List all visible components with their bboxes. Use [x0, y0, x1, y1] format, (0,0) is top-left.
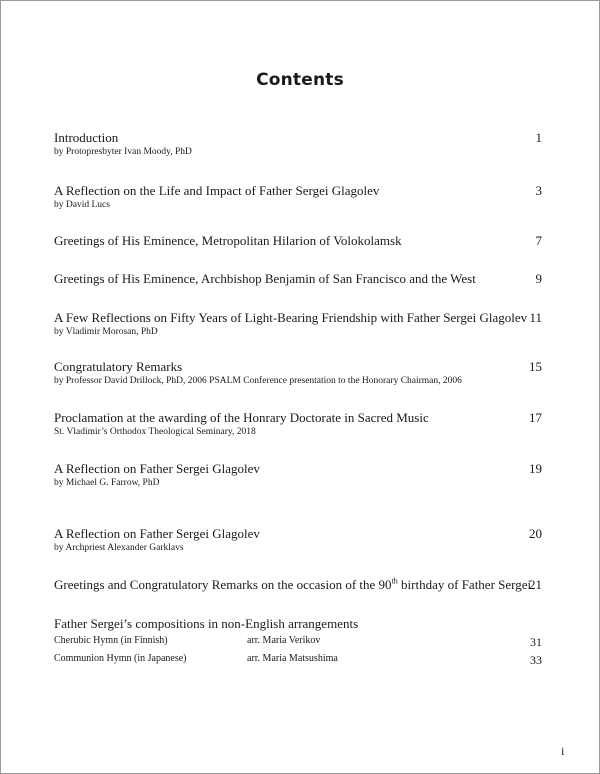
toc-entry — [54, 410, 542, 438]
toc-entry — [54, 526, 542, 554]
entry-page: 1 — [535, 130, 542, 145]
entry-page: 7 — [535, 233, 542, 248]
entry-author: by Professor David Drillock, PhD, 2006 PSALM Conference presentation to the Honorary Chairman, 2006 — [54, 376, 462, 386]
page-title: Contents — [256, 70, 344, 90]
toc-entry — [54, 310, 542, 338]
entry-title: A Reflection on the Life and Impact of Father Sergei Glagolev — [54, 183, 380, 198]
entry-title: Greetings of His Eminence, Metropolitan Hilarion of Volokolamsk — [54, 233, 402, 248]
entry-title: Introduction — [54, 130, 119, 145]
entry-author: by Vladimir Morosan, PhD — [54, 327, 158, 337]
entry-page: 15 — [529, 359, 542, 374]
entry-title: Proclamation at the awarding of the Honrary Doctorate in Sacred Music — [54, 410, 429, 425]
entry-title-part: Greetings and Congratulatory Remarks on the occasion of the 90 — [54, 577, 392, 592]
toc-entry — [54, 183, 542, 211]
entry-page: 21 — [529, 577, 542, 592]
entry-page: 19 — [529, 461, 542, 476]
entry-page: 17 — [529, 410, 542, 425]
entry-title: Congratulatory Remarks — [54, 359, 183, 374]
toc-entry — [54, 271, 542, 287]
entry-page: 3 — [535, 183, 542, 198]
entry-author: by Protopresbyter Ivan Moody, PhD — [54, 147, 192, 157]
entry-title: A Reflection on Father Sergei Glagolev — [54, 461, 260, 476]
entry-page: 20 — [529, 526, 542, 541]
arrangement-name: Cherubic Hymn (in Finnish) — [54, 635, 168, 646]
arrangement-page: 31 — [530, 635, 542, 649]
arrangement-arranger: arr. Maria Matsushima — [247, 653, 338, 664]
ordinal-superscript: th — [391, 576, 398, 586]
entry-author: by Michael G. Farrow, PhD — [54, 478, 160, 488]
toc-entry-birthday — [54, 577, 542, 593]
arrangements-heading: Father Sergei’s compositions in non-English arrangements — [54, 616, 359, 631]
toc-entry — [54, 359, 542, 387]
arrangement-arranger: arr. Maria Verikov — [247, 635, 321, 646]
page-number: i — [561, 744, 565, 758]
entry-title: A Reflection on Father Sergei Glagolev — [54, 526, 260, 541]
toc-entry — [54, 461, 542, 489]
toc-entry — [54, 130, 542, 158]
entry-page: 11 — [529, 310, 542, 325]
arrangement-row — [54, 653, 542, 667]
arrangements-heading-row — [54, 616, 542, 632]
arrangement-name: Communion Hymn (in Japanese) — [54, 653, 187, 664]
arrangement-page: 33 — [530, 653, 542, 667]
entry-author: by David Lucs — [54, 200, 110, 210]
entry-title-part: birthday of Father Sergei — [397, 577, 532, 592]
entry-title: Greetings of His Eminence, Archbishop Benjamin of San Francisco and the West — [54, 271, 476, 286]
entry-page: 9 — [535, 271, 542, 286]
entry-author: by Archpriest Alexander Garklavs — [54, 543, 184, 553]
entry-title: A Few Reflections on Fifty Years of Light-Bearing Friendship with Father Sergei Glagolev — [54, 310, 528, 325]
toc-entry — [54, 233, 542, 249]
arrangement-row — [54, 635, 542, 649]
entry-author: St. Vladimir’s Orthodox Theological Seminary, 2018 — [54, 427, 256, 437]
